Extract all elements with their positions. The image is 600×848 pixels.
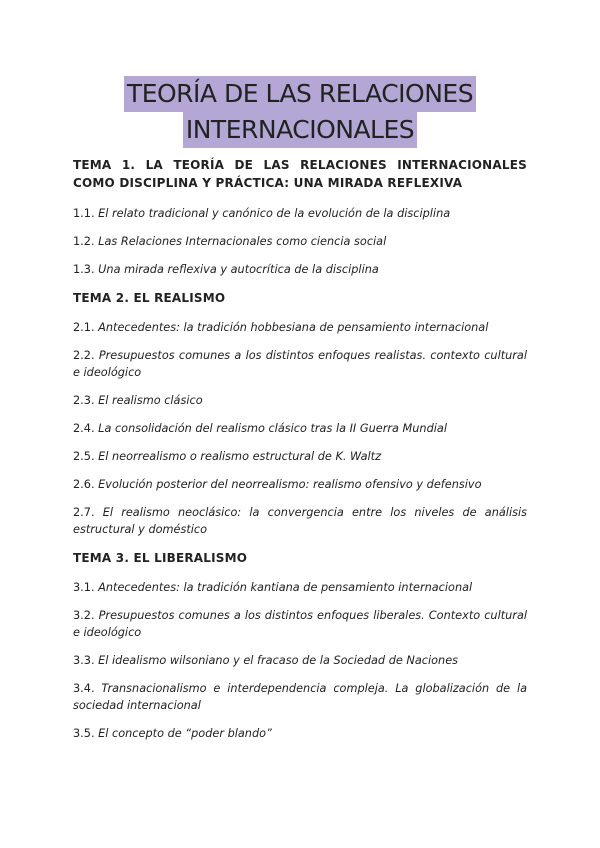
list-item: 2.1. Antecedentes: la tradición hobbesiana de pensamiento internacional xyxy=(73,321,489,334)
list-item: 3.3. El idealismo wilsoniano y el fracaso de la Sociedad de Naciones xyxy=(73,654,459,667)
section-heading-tema-3: TEMA 3. EL LIBERALISMO xyxy=(73,551,248,565)
list-item: 2.3. El realismo clásico xyxy=(73,394,203,407)
title-line-1: TEORÍA DE LAS RELACIONES xyxy=(124,76,476,112)
list-item: 1.2. Las Relaciones Internacionales como ciencia social xyxy=(73,235,387,248)
list-item: 2.2. Presupuestos comunes a los distintos enfoques realistas. contexto cultural e ideológico xyxy=(73,349,527,379)
list-item: 2.4. La consolidación del realismo clásico tras la II Guerra Mundial xyxy=(73,422,447,435)
document-title xyxy=(73,76,527,148)
document-page xyxy=(73,76,527,753)
list-item: 2.5. El neorrealismo o realismo estructural de K. Waltz xyxy=(73,450,382,463)
title-line-2: INTERNACIONALES xyxy=(183,112,417,148)
list-item: 3.1. Antecedentes: la tradición kantiana de pensamiento internacional xyxy=(73,581,473,594)
list-item: 1.3. Una mirada reflexiva y autocrítica de la disciplina xyxy=(73,263,379,276)
list-item: 2.6. Evolución posterior del neorrealismo: realismo ofensivo y defensivo xyxy=(73,478,482,491)
section-heading-tema-2: TEMA 2. EL REALISMO xyxy=(73,291,226,305)
list-item: 2.7. El realismo neoclásico: la convergencia entre los niveles de análisis estructural y doméstico xyxy=(73,506,527,536)
section-heading-tema-1: TEMA 1. LA TEORÍA DE LAS RELACIONES INTERNACIONALES COMO DISCIPLINA Y PRÁCTICA: UNA MIRADA REFLEXIVA xyxy=(73,158,527,190)
list-item: 3.5. El concepto de “poder blando” xyxy=(73,727,272,740)
list-item: 3.2. Presupuestos comunes a los distintos enfoques liberales. Contexto cultural e ideológico xyxy=(73,609,528,639)
list-item: 1.1. El relato tradicional y canónico de la evolución de la disciplina xyxy=(73,207,451,220)
list-item: 3.4. Transnacionalismo e interdependencia compleja. La globalización de la sociedad internacional xyxy=(73,682,528,712)
